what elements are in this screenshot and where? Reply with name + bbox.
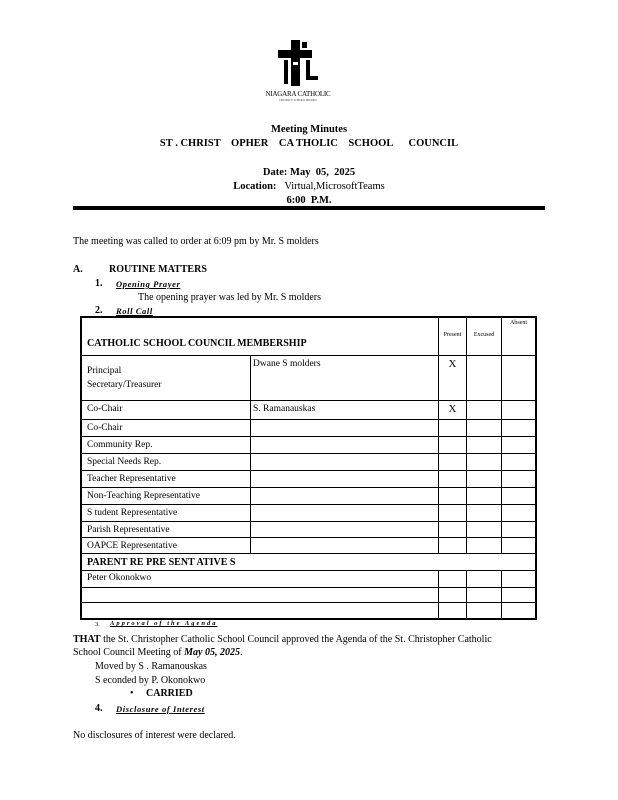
member-name (251, 471, 439, 487)
absent-mark (502, 454, 535, 470)
present-mark (439, 420, 467, 436)
member-name (251, 538, 439, 553)
excused-mark (467, 505, 502, 521)
table-row (82, 356, 535, 401)
school-board-logo (262, 40, 334, 110)
excused-mark (467, 437, 502, 453)
absent-mark (502, 538, 535, 553)
present-mark (439, 471, 467, 487)
header-divider (73, 206, 545, 210)
table-row (82, 454, 535, 471)
item-4-title: Disclosure of Interest (116, 704, 205, 714)
role-cell: S tudent Representative (82, 505, 251, 521)
roll-call-table (80, 316, 537, 620)
absent-mark (502, 437, 535, 453)
location-label: Location: (233, 181, 277, 192)
carried-label: CARRIED (146, 688, 193, 699)
excused-mark (467, 488, 502, 504)
role-secretary-treasurer: Secretary/Treasurer (87, 380, 162, 390)
role-cell: Non-Teaching Representative (82, 488, 251, 504)
excused-mark (467, 454, 502, 470)
excused-mark (467, 356, 502, 400)
meeting-time: 6:00 P.M. (286, 195, 332, 206)
present-mark (439, 538, 467, 553)
table-row (82, 603, 535, 618)
role-principal: Principal (87, 366, 122, 376)
motion-that: THAT (73, 634, 101, 645)
absent-mark (502, 522, 535, 537)
item-1-number: 1. (95, 278, 103, 289)
item-4-number: 4. (95, 703, 103, 714)
present-mark (439, 505, 467, 521)
table-row (82, 401, 535, 420)
item-3-title: Approval of the Agenda (110, 620, 218, 627)
col-absent-header: Absent (510, 320, 527, 326)
member-name (251, 420, 439, 436)
absent-mark (502, 588, 535, 602)
member-name (251, 522, 439, 537)
item-2-number: 2. (95, 305, 103, 316)
section-a-title: ROUTINE MATTERS (109, 264, 207, 275)
present-mark (439, 588, 467, 602)
excused-mark (467, 571, 502, 587)
absent-mark (502, 571, 535, 587)
item-1-text: The opening prayer was led by Mr. S molders (138, 292, 322, 303)
disclosures-text: No disclosures of interest were declared. (73, 730, 236, 741)
role-cell (82, 356, 251, 400)
section-a-letter: A. (73, 264, 83, 275)
carried-bullet: • (130, 688, 134, 699)
absent-mark (502, 420, 535, 436)
present-mark (439, 437, 467, 453)
location-line (0, 181, 618, 192)
table-row (82, 505, 535, 522)
table-row (82, 420, 535, 437)
col-excused-header: Excused (467, 318, 502, 355)
absent-mark (502, 603, 535, 618)
absent-mark (502, 505, 535, 521)
cross-logo-icon (262, 40, 334, 90)
table-row (82, 488, 535, 505)
role-cell: Community Rep. (82, 437, 251, 453)
table-row (82, 538, 535, 554)
table-header-row (82, 318, 535, 356)
motion-text-2: School Council Meeting of (73, 647, 185, 658)
present-mark (439, 488, 467, 504)
role-cell: Co-Chair (82, 420, 251, 436)
parent-representatives-heading: PARENT RE PRE SENT ATIVE S (82, 554, 535, 571)
item-1-title: Opening Prayer (116, 279, 181, 289)
moved-by: Moved by S . Ramanouskas (95, 661, 207, 672)
excused-mark (467, 538, 502, 553)
present-mark (439, 522, 467, 537)
absent-mark (502, 488, 535, 504)
excused-mark (467, 522, 502, 537)
logo-subtitle: DISTRICT SCHOOL BOARD (279, 98, 317, 102)
table-row (82, 437, 535, 454)
present-mark (439, 603, 467, 618)
date-value: May 05, 2025 (290, 167, 356, 178)
date-line (0, 167, 618, 178)
present-mark (439, 571, 467, 587)
member-name: S. Ramanauskas (251, 401, 439, 419)
motion-date: May 05, 2025 (184, 647, 240, 658)
parent-name (82, 588, 439, 602)
role-cell: OAPCE Representative (82, 538, 251, 553)
call-to-order: The meeting was called to order at 6:09 pm by Mr. S molders (73, 236, 319, 247)
excused-mark (467, 588, 502, 602)
table-row (82, 571, 535, 588)
member-name (251, 505, 439, 521)
table-row (82, 471, 535, 488)
meeting-minutes-title: Meeting Minutes (270, 124, 348, 135)
parent-name: Peter Okonokwo (82, 571, 439, 587)
absent-mark (502, 471, 535, 487)
parent-name (82, 603, 439, 618)
logo-name: NIAGARA CATHOLIC (265, 90, 331, 98)
motion-text-1: the St. Christopher Catholic School Council approved the Agenda of the St. Christopher Catholic (100, 634, 492, 645)
excused-mark (467, 603, 502, 618)
motion-line-1 (73, 634, 492, 645)
member-name (251, 488, 439, 504)
motion-text-end: . (239, 647, 243, 658)
date-label: Date: (262, 167, 288, 178)
col-present-header: Present (439, 318, 467, 355)
present-mark: X (439, 401, 467, 419)
table-row (82, 522, 535, 538)
absent-mark (502, 401, 535, 419)
table-row (82, 588, 535, 603)
excused-mark (467, 471, 502, 487)
excused-mark (467, 420, 502, 436)
present-mark (439, 454, 467, 470)
role-cell: Parish Representative (82, 522, 251, 537)
member-name (251, 437, 439, 453)
role-cell: Teacher Representative (82, 471, 251, 487)
motion-line-2 (73, 647, 242, 658)
role-cell: Special Needs Rep. (82, 454, 251, 470)
absent-mark (502, 356, 535, 400)
excused-mark (467, 401, 502, 419)
role-cell: Co-Chair (82, 401, 251, 419)
present-mark: X (439, 356, 467, 400)
membership-heading: CATHOLIC SCHOOL COUNCIL MEMBERSHIP (82, 318, 439, 355)
council-title: ST . CHRIST OPHER CA THOLIC SCHOOL COUNCIL (159, 138, 459, 149)
seconded-by: S econded by P. Okonokwo (95, 675, 206, 686)
item-2-title: Roll Call (116, 306, 153, 316)
member-name (251, 454, 439, 470)
item-3-number: 3. (95, 621, 100, 628)
member-name: Dwane S molders (251, 356, 439, 400)
location-value: Virtual,MicrosoftTeams (284, 181, 385, 192)
